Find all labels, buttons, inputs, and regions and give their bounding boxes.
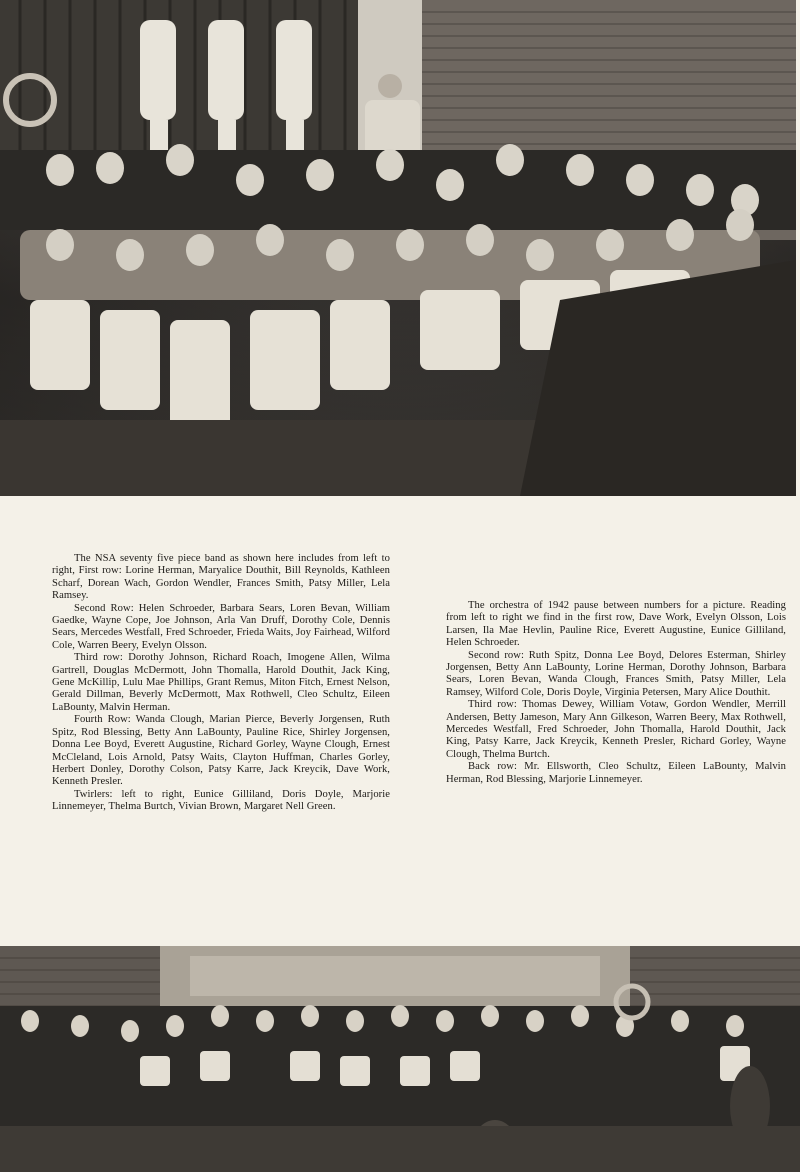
orchestra-photo-art bbox=[0, 946, 800, 1172]
orchestra-photo bbox=[0, 946, 800, 1172]
band-photo bbox=[0, 0, 796, 496]
band-caption-fourth-row: Fourth Row: Wanda Clough, Marian Pierce, Beverly Jorgensen, Ruth Spitz, Rod Blessing, Betty Ann LaBounty, Pauline Rice, Shirley Jorgensen, Donna Lee Boyd, Everett Augustine, Richard Gorley, Wayne Clough, Ernest McCleland, Lois Arnold, Patsy Waits, Clayton Huffman, Charles Gorley, Herbert Donley, Dorothy Colson, Patsy Karre, Jack Kreycik, Dave Work, Kenneth Presler. bbox=[52, 714, 390, 788]
orchestra-caption-intro: The orchestra of 1942 pause between numbers for a picture. Reading from left to right we find in the first row, Dave Work, Evelyn Olsson, Lois Larsen, Ila Mae Hevlin, Pauline Rice, Everett Augustine, Eunice Gilliland, Helen Schroeder. bbox=[446, 600, 786, 649]
band-caption-intro: The NSA seventy five piece band as shown here includes from left to right, First row: Lorine Herman, Maryalice Douthit, Bill Reynolds, Kathleen Scharf, Dorean Wach, Gordon Wendler, Frances Smith, Patsy Miller, Lela Ramsey. bbox=[52, 553, 390, 602]
orchestra-caption bbox=[446, 600, 786, 786]
band-photo-art bbox=[0, 0, 796, 496]
orchestra-caption-back-row: Back row: Mr. Ellsworth, Cleo Schultz, Eileen LaBounty, Malvin Herman, Rod Blessing, Marjorie Linnemeyer. bbox=[446, 761, 786, 785]
band-caption-second-row: Second Row: Helen Schroeder, Barbara Sears, Loren Bevan, William Gaedke, Wayne Cope, Joe Johnson, Arla Van Druff, Dorothy Cole, Dennis Sears, Mercedes Westfall, Fred Schroeder, Frieda Waits, Joy Fairhead, Wilford Cole, Warren Beery, Evelyn Olsson. bbox=[52, 602, 390, 651]
band-caption-twirlers: Twirlers: left to right, Eunice Gilliland, Doris Doyle, Marjorie Linnemeyer, Thelma Burtch, Vivian Brown, Margaret Nell Green. bbox=[52, 788, 390, 813]
band-caption-third-row: Third row: Dorothy Johnson, Richard Roach, Imogene Allen, Wilma Gartrell, Douglas McDermott, John Thomalla, Harold Douthit, Jack King, Gene McKillip, Lulu Mae Phillips, Grant Remus, Miton Fitch, Ernest Nelson, Gerald Dillman, Beverly McDermott, Max Rothwell, Cleo Schultz, Eileen LaBounty, Malvin Herman. bbox=[52, 652, 390, 713]
orchestra-caption-second-row: Second row: Ruth Spitz, Donna Lee Boyd, Delores Esterman, Shirley Jorgensen, Betty Ann LaBounty, Lorine Herman, Dorothy Johnson, Barbara Sears, Loren Bevan, Wanda Clough, Frances Smith, Patsy Miller, Lela Ramsey, Wilford Cole, Doris Doyle, Virginia Petersen, Mary Alice Douthit. bbox=[446, 649, 786, 698]
band-caption bbox=[52, 553, 390, 814]
orchestra-caption-third-row: Third row: Thomas Dewey, William Votaw, Gordon Wendler, Merrill Andersen, Betty Jameson, Mary Ann Gilkeson, Warren Beery, Max Rothwell, Mercedes Westfall, Fred Schroeder, John Thomalla, Harold Douthit, Jack King, Patsy Karre, Jack Kreycik, Kenneth Presler, Richard Gorley, Wayne Clough, Thelma Burtch. bbox=[446, 699, 786, 760]
